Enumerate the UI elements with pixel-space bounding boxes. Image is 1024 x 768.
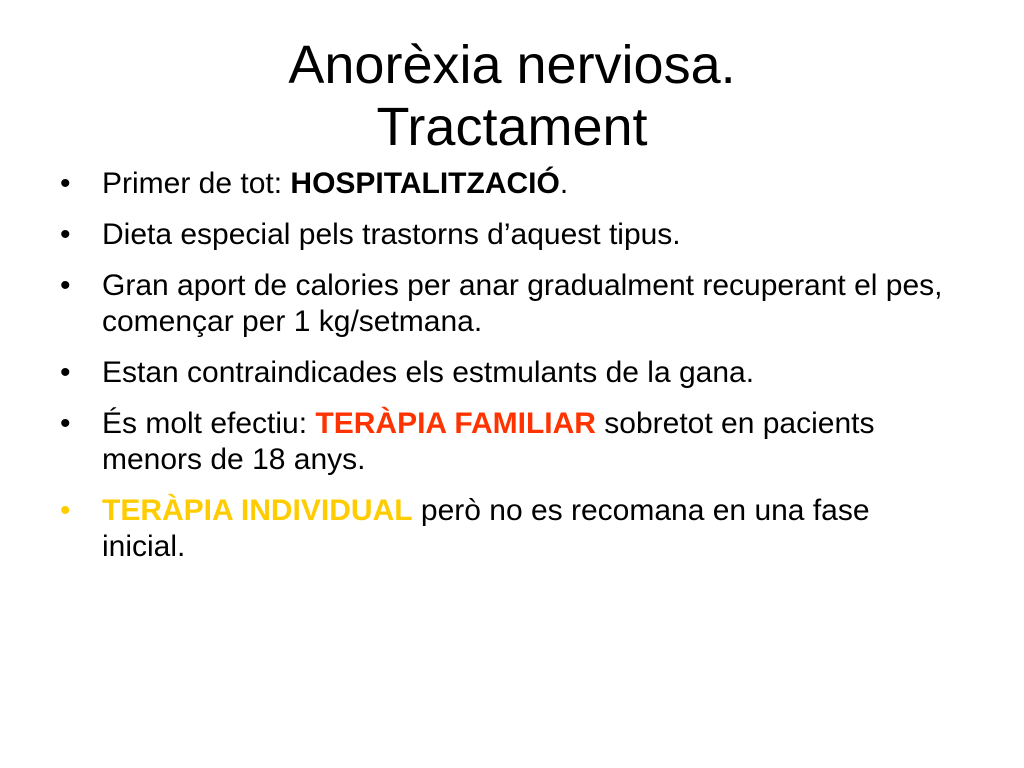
bullet-dot-icon: •	[60, 494, 71, 527]
bullet-text: Estan contraindicades els estmulants de la gana.	[102, 356, 755, 389]
bullet-item-stimulants	[58, 355, 958, 391]
individual-therapy-highlight: TERÀPIA INDIVIDUAL	[102, 494, 413, 527]
bullet-dot-icon: •	[60, 356, 71, 389]
bullet-text: Gran aport de calories per anar gradualment recuperant el pes, començar per 1 kg/setmana.	[102, 269, 943, 338]
bullet-dot-icon: •	[60, 407, 71, 440]
bullet-text-end: sobretot en pacients menors de 18 anys.	[102, 407, 875, 476]
slide-title	[130, 34, 894, 158]
bullet-text: Dieta especial pels trastorns d’aquest tipus.	[102, 218, 681, 251]
bullet-item-family-therapy	[58, 406, 958, 478]
bullet-text: És molt efectiu:	[102, 407, 316, 440]
bullet-item-calories	[58, 268, 958, 340]
bullet-item-hospitalization	[58, 166, 958, 202]
title-line-1: Anorèxia nerviosa.	[288, 35, 736, 95]
bullet-text: Primer de tot:	[102, 167, 291, 200]
bullet-text-end: .	[559, 167, 569, 200]
bullet-dot-icon: •	[60, 167, 71, 200]
bullet-item-diet	[58, 217, 958, 253]
bullet-dot-icon: •	[60, 218, 71, 251]
family-therapy-highlight: TERÀPIA FAMILIAR	[315, 407, 596, 440]
title-line-2: Tractament	[376, 97, 648, 157]
bullet-item-individual-therapy	[58, 493, 958, 565]
bullet-text-end: però no es recomana en una fase inicial.	[102, 494, 870, 563]
hospitalization-emphasis: HOSPITALITZACIÓ	[290, 167, 560, 200]
bullet-list	[58, 166, 958, 580]
bullet-dot-icon: •	[60, 269, 71, 302]
